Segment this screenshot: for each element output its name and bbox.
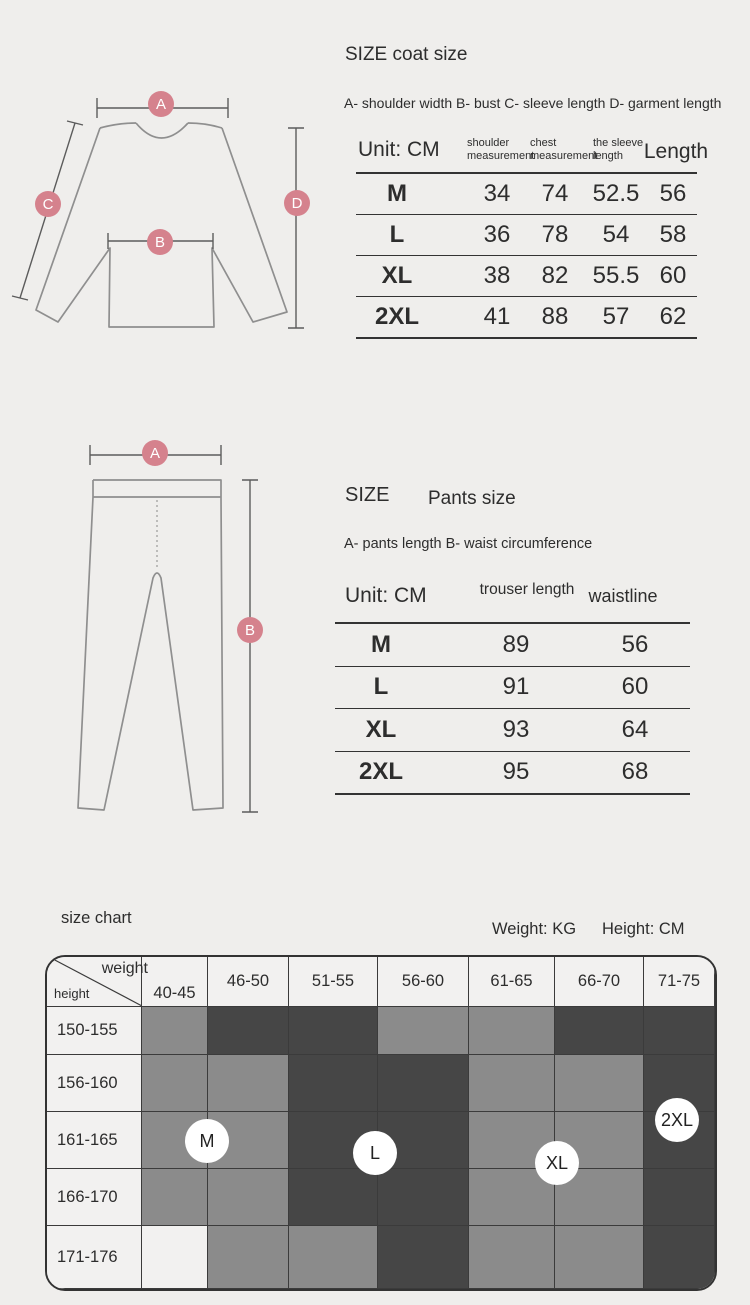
coat-size-2xl: 2XL: [374, 303, 420, 330]
grid-cell: [289, 1007, 378, 1055]
grid-cell: [555, 1055, 644, 1112]
weight-col-header: 66-70: [555, 957, 644, 1007]
height-row-label: 156-160: [47, 1055, 142, 1112]
coat-value: 57: [602, 303, 630, 330]
size-grid: [45, 955, 717, 1291]
grid-cell: [289, 1169, 378, 1226]
coat-legend: A- shoulder width B- bust C- sleeve length D- garment length: [344, 95, 722, 111]
grid-cell: [378, 1055, 469, 1112]
coat-value: 34: [483, 180, 511, 207]
pants-size-m: M: [371, 630, 391, 658]
coat-value: 36: [483, 221, 511, 248]
pants-value: 89: [502, 630, 530, 658]
pants-table-row: [335, 667, 690, 710]
coat-value: 82: [541, 262, 569, 289]
pants-value: 93: [502, 715, 530, 743]
height-row-label: 166-170: [47, 1169, 142, 1226]
pants-table-row: [335, 709, 690, 752]
coat-table-row: [356, 174, 697, 215]
coat-value: 58: [659, 221, 687, 248]
weight-col-header: 46-50: [208, 957, 289, 1007]
size-chart-title: size chart: [61, 909, 132, 927]
pants-col-trouser-length: trouser length: [479, 581, 575, 598]
grid-cell: [555, 1007, 644, 1055]
pants-section-title-size: SIZE: [345, 484, 390, 506]
weight-col-header: 51-55: [289, 957, 378, 1007]
grid-cell: [208, 1169, 289, 1226]
pants-table-row: [335, 624, 690, 667]
grid-cell: [644, 1226, 715, 1289]
height-row-label: 150-155: [47, 1007, 142, 1055]
pants-size-l: L: [373, 673, 389, 701]
grid-cell: [644, 1169, 715, 1226]
pants-size-2xl: 2XL: [358, 758, 404, 786]
pants-unit-label: Unit: CM: [345, 584, 427, 607]
pants-size-table: [335, 570, 690, 795]
pants-marker-b: B: [237, 617, 263, 643]
pants-section-title-name: Pants size: [428, 488, 516, 509]
pants-value: 91: [502, 673, 530, 701]
coat-value: 62: [659, 303, 687, 330]
grid-cell: [378, 1226, 469, 1289]
coat-size-table: [356, 128, 709, 339]
pants-col-waistline: waistline: [588, 586, 658, 606]
size-badge-m: M: [185, 1119, 229, 1163]
grid-corner-cell: [47, 957, 148, 1007]
grid-cell: [142, 1169, 208, 1226]
grid-cell: [208, 1007, 289, 1055]
pants-diagram: [40, 430, 320, 825]
size-badge-2xl: 2XL: [655, 1098, 699, 1142]
weight-col-header: 61-65: [469, 957, 555, 1007]
coat-marker-b: B: [147, 229, 173, 255]
grid-cell: [208, 1226, 289, 1289]
corner-weight-label: weight: [101, 960, 148, 977]
coat-size-m: M: [387, 180, 407, 207]
coat-value: 88: [541, 303, 569, 330]
coat-size-xl: XL: [381, 262, 413, 289]
pants-value: 95: [502, 758, 530, 786]
coat-value: 38: [483, 262, 511, 289]
grid-cell: [142, 1226, 208, 1289]
grid-cell: [469, 1055, 555, 1112]
coat-section-title: SIZE coat size: [345, 44, 468, 65]
grid-cell: [208, 1055, 289, 1112]
grid-cell: [289, 1055, 378, 1112]
height-unit-note: Height: CM: [602, 920, 685, 938]
coat-value: 78: [541, 221, 569, 248]
coat-size-l: L: [389, 221, 405, 248]
pants-value: 64: [621, 715, 649, 743]
coat-table-row: [356, 215, 697, 256]
coat-value: 41: [483, 303, 511, 330]
grid-cell: [644, 1007, 715, 1055]
coat-col-length: Length: [643, 140, 709, 163]
height-row-label: 161-165: [47, 1112, 142, 1169]
grid-cell: [469, 1226, 555, 1289]
pants-marker-a: A: [142, 440, 168, 466]
coat-value: 74: [541, 180, 569, 207]
coat-col-chest: chest measurement: [530, 137, 598, 162]
corner-height-label: height: [54, 986, 90, 1001]
coat-marker-a: A: [148, 91, 174, 117]
pants-legend: A- pants length B- waist circumference: [344, 536, 593, 552]
coat-value: 52.5: [592, 180, 640, 207]
pants-value: 60: [621, 673, 649, 701]
grid-cell: [555, 1226, 644, 1289]
coat-table-row: [356, 256, 697, 297]
pants-table-header: [335, 570, 690, 624]
coat-table-row: [356, 297, 697, 339]
size-badge-xl: XL: [535, 1141, 579, 1185]
grid-cell: [469, 1007, 555, 1055]
coat-value: 55.5: [592, 262, 640, 289]
pants-value: 56: [621, 630, 649, 658]
coat-marker-d: D: [284, 190, 310, 216]
weight-col-header: 71-75: [644, 957, 715, 1007]
height-row-label: 171-176: [47, 1226, 142, 1289]
weight-unit-note: Weight: KG: [492, 920, 577, 938]
grid-cell: [289, 1226, 378, 1289]
weight-col-header: 40-45: [142, 957, 208, 1007]
grid-cell: [378, 1169, 469, 1226]
coat-table-header: [356, 128, 709, 174]
weight-col-header: 56-60: [378, 957, 469, 1007]
pants-size-xl: XL: [365, 715, 397, 743]
coat-unit-label: Unit: CM: [358, 138, 440, 161]
coat-marker-c: C: [35, 191, 61, 217]
grid-cell: [142, 1007, 208, 1055]
size-badge-l: L: [353, 1131, 397, 1175]
pants-table-row: [335, 752, 690, 796]
coat-col-sleeve: the sleeve length: [593, 137, 644, 162]
coat-value: 54: [602, 221, 630, 248]
coat-col-shoulder: shoulder measurement: [467, 137, 535, 162]
coat-value: 60: [659, 262, 687, 289]
coat-value: 56: [659, 180, 687, 207]
grid-cell: [378, 1007, 469, 1055]
pants-value: 68: [621, 758, 649, 786]
grid-cell: [142, 1055, 208, 1112]
